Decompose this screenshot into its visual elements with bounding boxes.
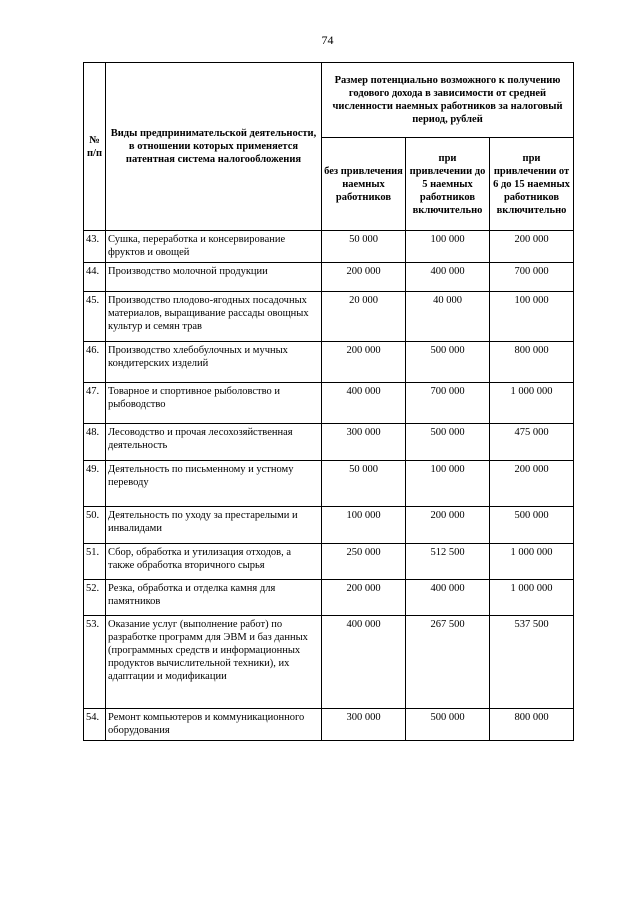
row-number: 44. (84, 263, 106, 292)
patent-income-table (83, 62, 574, 741)
row-value-to5: 40 000 (406, 292, 490, 342)
row-value-none: 50 000 (322, 461, 406, 507)
row-value-6to15: 800 000 (490, 709, 574, 741)
table-row (84, 616, 574, 709)
row-value-6to15: 1 000 000 (490, 580, 574, 616)
row-value-none: 200 000 (322, 342, 406, 383)
header-up-to-5: при привлечении до 5 наемных работников включительно (406, 138, 490, 231)
row-activity: Товарное и спортивное рыболовство и рыбоводство (106, 383, 322, 424)
row-activity: Сушка, переработка и консервирование фруктов и овощей (106, 231, 322, 263)
header-activity: Виды предпринимательской деятельности, в отношении которых применяется патентная система налогообложения (106, 63, 322, 231)
row-number: 47. (84, 383, 106, 424)
header-num: № п/п (84, 63, 106, 231)
row-number: 51. (84, 544, 106, 580)
table-row (84, 231, 574, 263)
header-no-employees: без привлечения наемных работников (322, 138, 406, 231)
row-activity: Ремонт компьютеров и коммуникационного оборудования (106, 709, 322, 741)
row-number: 45. (84, 292, 106, 342)
row-number: 43. (84, 231, 106, 263)
table-row (84, 263, 574, 292)
row-value-6to15: 1 000 000 (490, 544, 574, 580)
row-value-to5: 267 500 (406, 616, 490, 709)
row-value-6to15: 100 000 (490, 292, 574, 342)
table-row (84, 580, 574, 616)
row-value-6to15: 500 000 (490, 507, 574, 544)
row-value-none: 400 000 (322, 616, 406, 709)
row-number: 52. (84, 580, 106, 616)
row-number: 48. (84, 424, 106, 461)
table-row (84, 461, 574, 507)
table-row (84, 292, 574, 342)
row-value-none: 100 000 (322, 507, 406, 544)
row-activity: Резка, обработка и отделка камня для памятников (106, 580, 322, 616)
row-activity: Деятельность по уходу за престарелыми и инвалидами (106, 507, 322, 544)
row-value-none: 50 000 (322, 231, 406, 263)
row-value-to5: 512 500 (406, 544, 490, 580)
table-row (84, 342, 574, 383)
row-value-none: 400 000 (322, 383, 406, 424)
header-income-size: Размер потенциально возможного к получению годового дохода в зависимости от средней численности наемных работников за налоговый период, рублей (322, 63, 574, 138)
row-value-6to15: 700 000 (490, 263, 574, 292)
table-row (84, 507, 574, 544)
table-row (84, 709, 574, 741)
row-activity: Деятельность по письменному и устному переводу (106, 461, 322, 507)
row-value-6to15: 1 000 000 (490, 383, 574, 424)
row-value-6to15: 475 000 (490, 424, 574, 461)
row-activity: Оказание услуг (выполнение работ) по разработке программ для ЭВМ и баз данных (программных средств и информационных продуктов вычислительной техники), их адаптации и модификации (106, 616, 322, 709)
row-number: 49. (84, 461, 106, 507)
table-row (84, 383, 574, 424)
row-value-none: 200 000 (322, 263, 406, 292)
row-value-6to15: 537 500 (490, 616, 574, 709)
row-activity: Производство плодово-ягодных посадочных материалов, выращивание рассады овощных культур и семян трав (106, 292, 322, 342)
row-value-to5: 500 000 (406, 709, 490, 741)
row-activity: Сбор, обработка и утилизация отходов, а также обработка вторичного сырья (106, 544, 322, 580)
row-value-to5: 700 000 (406, 383, 490, 424)
row-value-none: 200 000 (322, 580, 406, 616)
row-value-to5: 500 000 (406, 342, 490, 383)
page-number: 74 (321, 33, 334, 47)
row-number: 46. (84, 342, 106, 383)
row-value-to5: 100 000 (406, 461, 490, 507)
row-value-none: 20 000 (322, 292, 406, 342)
row-value-to5: 100 000 (406, 231, 490, 263)
row-value-none: 300 000 (322, 424, 406, 461)
row-value-none: 300 000 (322, 709, 406, 741)
row-value-6to15: 800 000 (490, 342, 574, 383)
row-value-6to15: 200 000 (490, 231, 574, 263)
row-activity: Производство хлебобулочных и мучных кондитерских изделий (106, 342, 322, 383)
table-row (84, 544, 574, 580)
row-value-none: 250 000 (322, 544, 406, 580)
row-value-to5: 500 000 (406, 424, 490, 461)
row-value-6to15: 200 000 (490, 461, 574, 507)
header-6-to-15: при привлечении от 6 до 15 наемных работников включительно (490, 138, 574, 231)
row-activity: Производство молочной продукции (106, 263, 322, 292)
row-activity: Лесоводство и прочая лесохозяйственная деятельность (106, 424, 322, 461)
row-number: 53. (84, 616, 106, 709)
row-number: 54. (84, 709, 106, 741)
row-value-to5: 200 000 (406, 507, 490, 544)
table-row (84, 424, 574, 461)
row-value-to5: 400 000 (406, 580, 490, 616)
row-number: 50. (84, 507, 106, 544)
row-value-to5: 400 000 (406, 263, 490, 292)
